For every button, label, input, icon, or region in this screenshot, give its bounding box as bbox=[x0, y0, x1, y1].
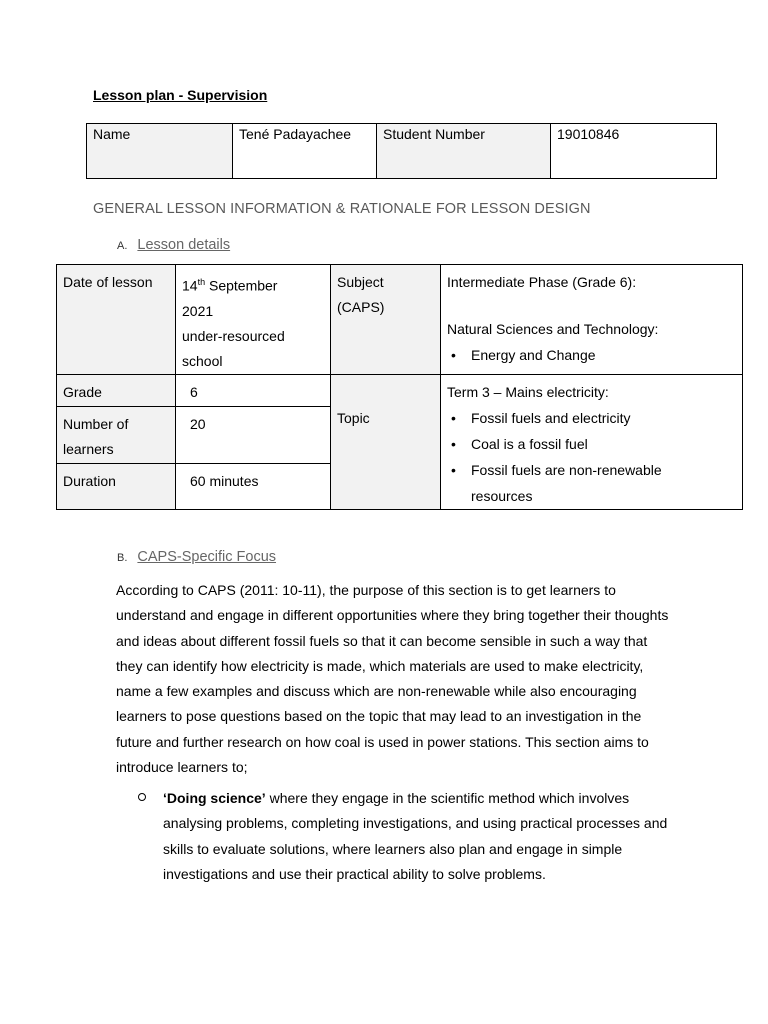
student-number-label-cell bbox=[377, 124, 551, 179]
topic-bullet-2: • Coal is a fossil fuel bbox=[469, 431, 736, 457]
subject-spacer bbox=[447, 295, 736, 317]
subject-bullet: • Energy and Change bbox=[469, 342, 736, 368]
section-a-heading bbox=[117, 237, 230, 253]
date-year: 2021 bbox=[182, 302, 214, 319]
topic-bullet-list bbox=[447, 405, 736, 509]
learners-label-1: Number of bbox=[63, 415, 129, 432]
date-note-1: under-resourced bbox=[182, 327, 285, 344]
date-note-2: school bbox=[182, 352, 223, 369]
student-number-value: 19010846 bbox=[557, 126, 620, 142]
date-line bbox=[182, 270, 324, 299]
student-info-table bbox=[86, 123, 717, 179]
topic-bullet-3: • Fossil fuels are non-renewable resources bbox=[469, 457, 691, 509]
caps-bullet-item bbox=[138, 786, 678, 887]
caps-bullet-list bbox=[138, 786, 678, 887]
date-day: 14 bbox=[182, 277, 198, 294]
topic-term: Term 3 – Mains electricity: bbox=[447, 383, 609, 400]
name-label-cell bbox=[87, 124, 233, 179]
subject-label-1: Subject bbox=[337, 274, 384, 290]
topic-value-cell bbox=[441, 374, 743, 509]
subject-phase: Intermediate Phase (Grade 6): bbox=[447, 274, 637, 290]
duration-label: Duration bbox=[63, 472, 116, 489]
subject-name: Natural Sciences and Technology: bbox=[447, 321, 659, 337]
bullet-text: where they engage in the scientific method which involves analysing problems, completing investigations, and using practical processes and skills to evaluate solutions, where learners also plan and engage in simple investigations and use their practical ability to solve problems. bbox=[163, 790, 668, 882]
date-month: September bbox=[205, 277, 278, 294]
topic-label-cell bbox=[331, 374, 441, 509]
student-number-value-cell bbox=[551, 124, 717, 179]
learners-label-cell bbox=[57, 406, 176, 463]
grade-value-cell bbox=[176, 374, 331, 406]
duration-value: 60 minutes bbox=[190, 472, 259, 489]
learners-label-2: learners bbox=[63, 440, 114, 457]
topic-label: Topic bbox=[337, 409, 370, 426]
subject-label-cell bbox=[331, 265, 441, 375]
subject-bullet-list bbox=[447, 342, 736, 368]
grade-label-cell bbox=[57, 374, 176, 406]
topic-bullet-1: • Fossil fuels and electricity bbox=[469, 405, 736, 431]
section-b-letter: B. bbox=[117, 552, 128, 564]
learners-value-cell bbox=[176, 406, 331, 463]
learners-value: 20 bbox=[190, 415, 206, 432]
grade-label: Grade bbox=[63, 383, 102, 400]
caps-paragraph: According to CAPS (2011: 10-11), the purpose of this section is to get learners to understand and engage in different opportunities where they bring together their thoughts and ideas about different fossil fuels so that it can become sensible in such a way that they can identify how electricity is made, which materials are used to make electricity, name a few examples and discuss which are non-renewable while also encouraging learners to pose questions based on the topic that may lead to an investigation in the future and further research on how coal is used in power stations. This section aims to introduce learners to; bbox=[116, 582, 669, 776]
hollow-bullet-icon bbox=[138, 793, 146, 801]
date-label: Date of lesson bbox=[63, 274, 153, 290]
document-title: Lesson plan - Supervision bbox=[93, 87, 268, 103]
student-number-label: Student Number bbox=[383, 126, 485, 142]
date-suffix: th bbox=[197, 277, 206, 287]
name-value-cell bbox=[233, 124, 377, 179]
bullet-bold-text: ‘Doing science’ bbox=[163, 790, 266, 806]
name-value: Tené Padayachee bbox=[239, 126, 352, 142]
date-label-cell bbox=[57, 265, 176, 375]
name-label: Name bbox=[93, 126, 131, 142]
subject-label-2: (CAPS) bbox=[337, 299, 385, 315]
section-b-heading bbox=[117, 549, 276, 565]
date-value-cell bbox=[176, 265, 331, 375]
section-a-letter: A. bbox=[117, 240, 128, 252]
section-b-title[interactable]: CAPS-Specific Focus bbox=[137, 549, 277, 565]
section-a-title[interactable]: Lesson details bbox=[137, 237, 231, 253]
duration-value-cell bbox=[176, 463, 331, 509]
subject-value-cell bbox=[441, 265, 743, 375]
section-heading: GENERAL LESSON INFORMATION & RATIONALE FOR LESSON DESIGN bbox=[93, 201, 591, 217]
grade-value: 6 bbox=[190, 383, 198, 400]
lesson-details-table bbox=[56, 264, 743, 510]
duration-label-cell bbox=[57, 463, 176, 509]
